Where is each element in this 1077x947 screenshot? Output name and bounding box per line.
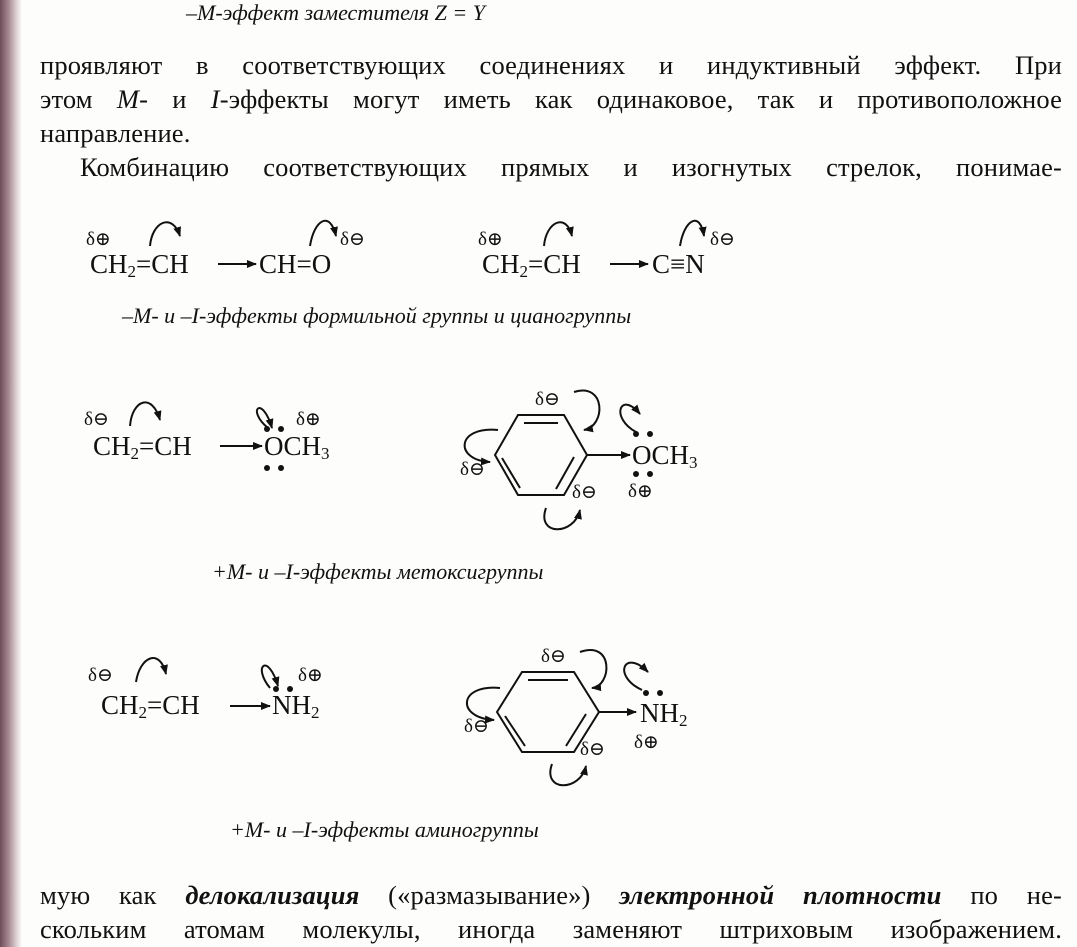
formula-text: CH [93, 431, 131, 461]
curved-arrow-icon [624, 663, 648, 690]
partial-charge: δ⊕ [634, 732, 659, 753]
text-run: по не- [941, 880, 1063, 910]
partial-charge: δ⊕ [628, 481, 653, 502]
partial-charge: δ⊖ [464, 716, 489, 737]
curved-arrow-icon [130, 402, 160, 426]
curved-arrow-icon [465, 430, 498, 462]
formula-subscript: 2 [138, 703, 148, 722]
formula-text: CH [543, 249, 581, 279]
formula-vinyl [482, 249, 581, 281]
paragraph-line: направление. [40, 118, 191, 148]
partial-charge: δ⊖ [84, 409, 109, 430]
partial-charge: δ⊕ [298, 665, 323, 686]
bond-symbol: = [139, 431, 155, 461]
partial-charge: δ⊖ [535, 389, 560, 410]
partial-charge: δ⊕ [296, 409, 321, 430]
partial-charge: δ⊖ [340, 229, 365, 250]
curved-arrow-icon [574, 391, 599, 430]
curved-arrow-icon [257, 408, 272, 428]
formula-text: CH [283, 431, 322, 461]
partial-charge: δ⊕ [478, 229, 503, 250]
formula-vinyl [93, 431, 192, 463]
paragraph-line: скольким атомам молекулы, иногда заменяют штриховым изображением. [40, 914, 1062, 944]
caption-scheme-3: +M- и –I-эффекты аминогруппы [230, 817, 539, 842]
formula-text: O [311, 249, 332, 279]
paragraph-delocalization [40, 878, 1062, 946]
partial-charge: δ⊕ [86, 229, 111, 250]
formula-subscript: 3 [321, 444, 330, 463]
formula-subscript: 2 [679, 711, 688, 730]
partial-charge: δ⊖ [460, 459, 485, 480]
term-electron-density: электронной плотности [619, 880, 942, 910]
formula-formyl [259, 251, 331, 278]
paragraph-line: Комбинацию соответствующих прямых и изогнутых стрелок, понимае- [80, 152, 1062, 182]
formula-subscript: 2 [519, 262, 529, 281]
formula-text: CH [154, 431, 192, 461]
paragraph-line [40, 878, 1062, 912]
curved-arrow-icon [136, 658, 166, 682]
partial-charge: δ⊖ [710, 229, 735, 250]
formula-text: O [264, 431, 284, 461]
formula-text: CH [90, 249, 128, 279]
curved-arrow-icon [150, 222, 180, 246]
curved-arrow-icon [544, 508, 580, 529]
formula-text: CH [651, 440, 690, 470]
formula-text: CH [259, 249, 297, 279]
text-run: этом [40, 84, 117, 114]
term-delocalization: делокализация [185, 880, 360, 910]
curved-arrow-icon [544, 222, 572, 246]
curved-arrow-icon [580, 650, 606, 688]
partial-charge: δ⊖ [88, 665, 113, 686]
bond-symbol: = [147, 690, 163, 720]
curved-arrow-icon [680, 221, 704, 246]
formula-text: CH [482, 249, 520, 279]
formula-text: CH [101, 690, 139, 720]
bond-symbol: = [296, 249, 312, 279]
curved-arrow-icon [262, 666, 278, 688]
formula-amino [640, 698, 688, 730]
text-run-italic: M [116, 84, 140, 114]
partial-charge: δ⊖ [580, 739, 605, 760]
formula-vinyl [90, 249, 189, 281]
curved-arrow-icon [310, 221, 336, 246]
formula-amino [272, 690, 320, 722]
caption-top: –M-эффект заместителя Z = Y [186, 0, 485, 25]
curved-arrow-icon [620, 405, 640, 432]
formula-text: NH [272, 690, 311, 720]
formula-text: CH [162, 690, 200, 720]
caption-scheme-1: –M- и –I-эффекты формильной группы и цианогруппы [122, 303, 632, 328]
formula-subscript: 2 [127, 262, 137, 281]
bond-symbol: = [136, 249, 152, 279]
text-run-italic: I [210, 84, 220, 114]
text-run: («размазывание») [359, 880, 620, 910]
formula-vinyl [101, 690, 200, 722]
formula-cyano [652, 251, 705, 278]
formula-subscript: 3 [689, 453, 698, 472]
formula-text: CH [151, 249, 189, 279]
formula-text: C [652, 249, 671, 279]
text-run: -эффекты могут иметь как одинаковое, так и противоположное [219, 84, 1062, 114]
text-run: - и [139, 84, 211, 114]
formula-subscript: 2 [311, 703, 320, 722]
formula-subscript: 2 [130, 444, 140, 463]
formula-methoxy [632, 440, 698, 472]
paragraph-line: проявляют в соответствующих соединениях и индуктивный эффект. При [40, 50, 1062, 80]
formula-text: NH [640, 698, 679, 728]
curved-arrow-icon [550, 764, 586, 785]
caption-scheme-2: +M- и –I-эффекты метоксигруппы [212, 559, 544, 584]
formula-text: N [685, 249, 705, 279]
bond-symbol: ≡ [670, 249, 686, 279]
partial-charge: δ⊖ [572, 482, 597, 503]
partial-charge: δ⊖ [541, 646, 566, 667]
bond-symbol: = [528, 249, 544, 279]
formula-methoxy [264, 431, 330, 463]
text-run: мую как [40, 880, 186, 910]
formula-text: O [632, 440, 652, 470]
